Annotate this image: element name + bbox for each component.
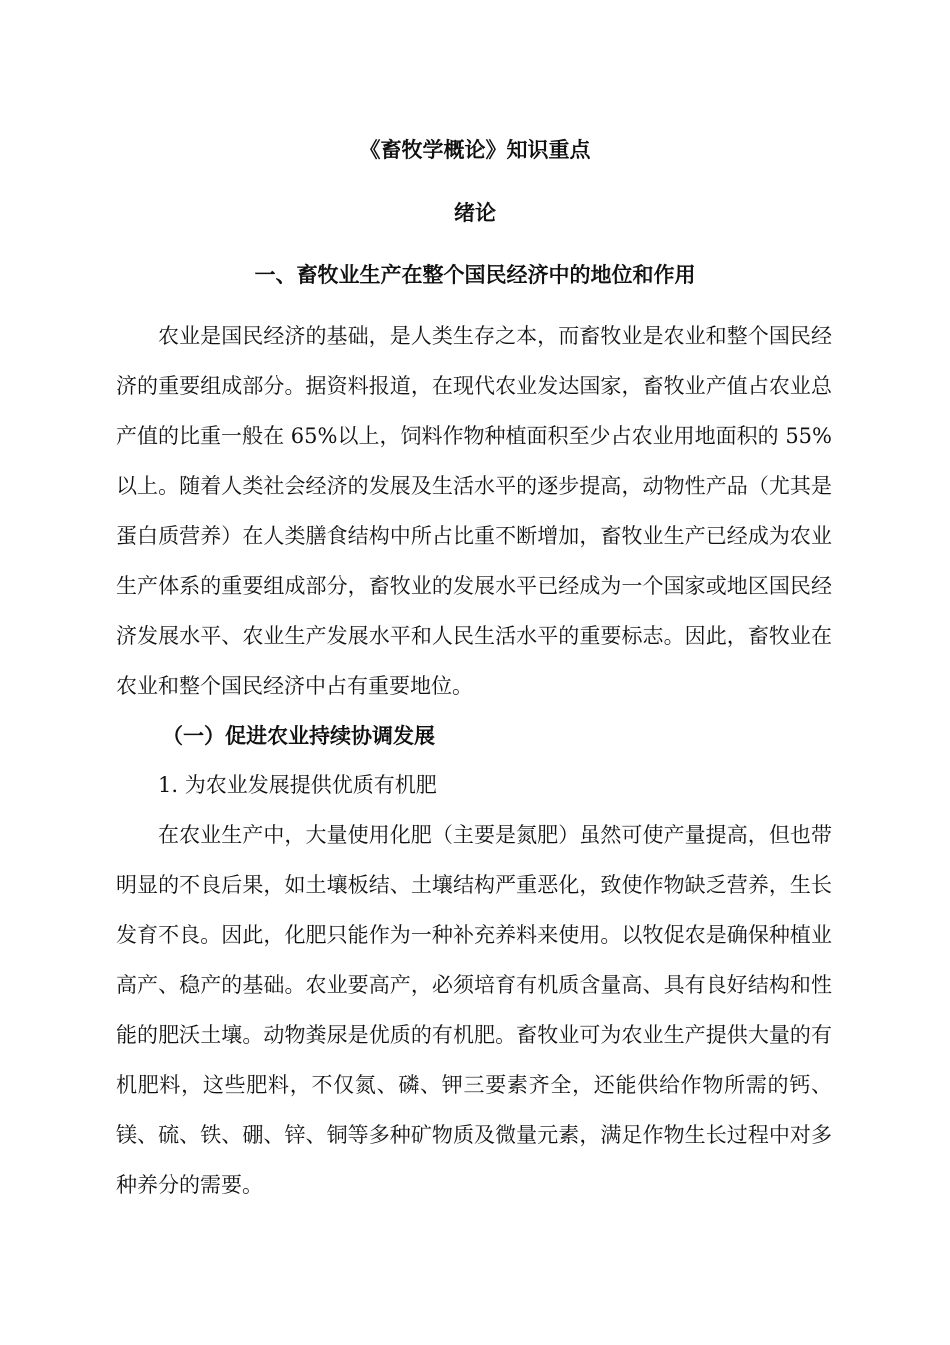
section-title: 一、畜牧业生产在整个国民经济中的地位和作用 (254, 263, 696, 287)
body-paragraph: 在农业生产中，大量使用化肥（主要是氮肥）虽然可使产量提高，但也带明显的不良后果，如土壤板结、土壤结构严重恶化，致使作物缺乏营养，生长发育不良。因此，化肥只能作为一种补充养料来使用。以牧促农是确保种植业高产、稳产的基础。农业要高产，必须培育有机质含量高、具有良好结构和性能的肥沃土壤。动物粪尿是优质的有机肥。畜牧业可为农业生产提供大量的有机肥料，这些肥料，不仅氮、磷、钾三要素齐全，还能供给作物所需的钙、镁、硫、铁、硼、锌、铜等多种矿物质及微量元素，满足作物生长过程中对多种养分的需要。 (116, 823, 832, 1197)
subsection-title: （一）促进农业持续协调发展 (162, 724, 435, 748)
chapter-title: 绪论 (454, 201, 496, 225)
body-paragraph: 农业是国民经济的基础，是人类生存之本，而畜牧业是农业和整个国民经济的重要组成部分。据资料报道，在现代农业发达国家，畜牧业产值占农业总产值的比重一般在 65%以上，饲料作物种植面积至少占农业用地面积的 55%以上。随着人类社会经济的发展及生活水平的逐步提高，动物性产品（尤其是蛋白质营养）在人类膳食结构中所占比重不断增加，畜牧业生产已经成为农业生产体系的重要组成部分，畜牧业的发展水平已经成为一个国家或地区国民经济发展水平、农业生产发展水平和人民生活水平的重要标志。因此，畜牧业在农业和整个国民经济中占有重要地位。 (116, 324, 832, 698)
document-title: 《畜牧学概论》知识重点 (359, 138, 591, 162)
item-heading: 1. 为农业发展提供优质有机肥 (158, 773, 437, 797)
